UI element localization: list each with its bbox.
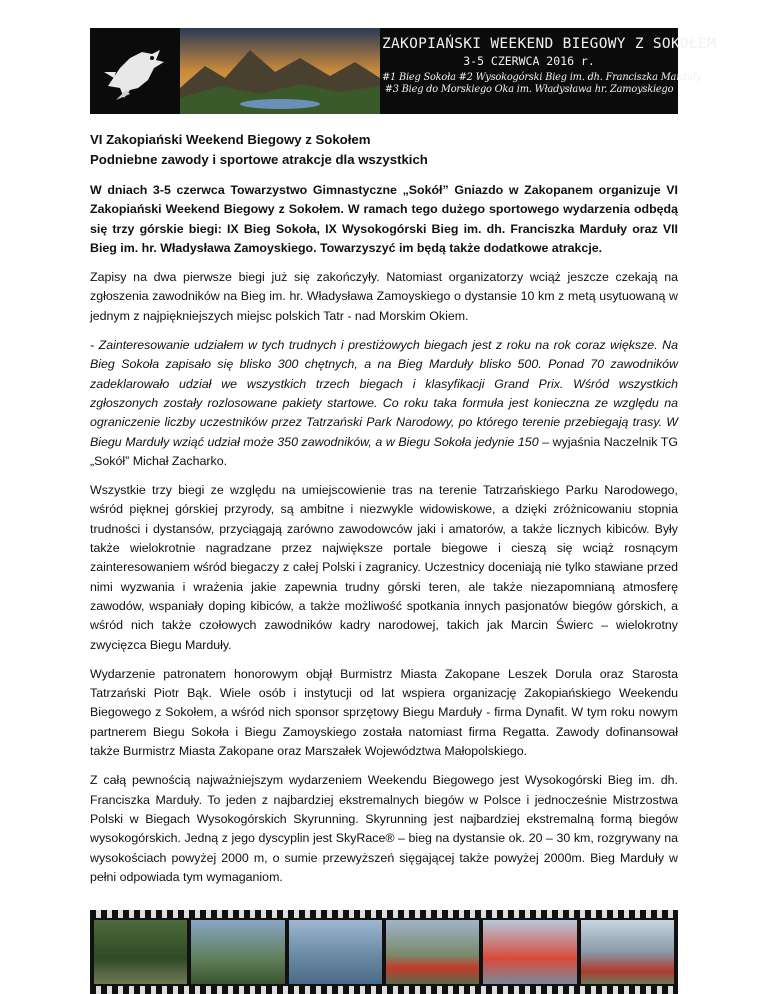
film-perforation-bottom xyxy=(90,986,678,994)
lead-paragraph: W dniach 3-5 czerwca Towarzystwo Gimnastyczne „Sokół” Gniazdo w Zakopanem organizuje VI Zakopiański Weekend Biegowy z Sokołem. W ramach tego dużego sportowego wydarzenia odbędą się trzy górskie biegi: IX Bieg Sokoła, IX Wysokogórski Bieg im. dh. Franciszka Marduły oraz VII Bieg im. hr. Władysława Zamoyskiego. Towarzyszyć im będą także dodatkowe atrakcje. xyxy=(90,183,678,255)
banner-races-line-1: #1 Bieg Sokoła #2 Wysokogórski Bieg im. dh. Franciszka Marduły xyxy=(382,72,702,83)
article-title: VI Zakopiański Weekend Biegowy z Sokołem xyxy=(90,132,371,147)
photo-frame xyxy=(483,920,576,984)
paragraph-races: Wszystkie trzy biegi ze względu na umiejscowienie tras na terenie Tatrzańskiego Parku Narodowego, wśród pięknej górskiej przyrody, są ambitne i niezwykle widowiskowe, a dzięki zróżnicowaniu stopnia trudności i dystansów, przyciągają zarówno zawodowców jaki i amatorów, a także licznych kibiców. Były także wielokrotnie nagradzane przez największe portale biegowe i cieszą się wciąż rosnącym zainteresowaniem wśród biegaczy z całej Polski i zagranicy. Uczestnicy doceniają nie tylko stawiane przed nimi wyzwania i wrażenia jakie zapewnia trudny górski teren, ale także niezapomnianą atmosferę zawodów, wspaniały doping kibiców, a także możliwość spotkania innych pasjonatów biegów górskich, a wśród nich także czołowych zawodników kadry narodowej, takich jak Marcin Świerc – wielokrotny zwycięzca Biegu Marduły. xyxy=(90,483,678,652)
banner-date: 3-5 CZERWCA 2016 r. xyxy=(463,54,595,68)
photo-frame xyxy=(94,920,187,984)
paragraph-patrons: Wydarzenie patronatem honorowym objął Burmistrz Miasta Zakopane Leszek Dorula oraz Starosta Tatrzański Piotr Bąk. Wiele osób i instytucji od lat wspiera organizację Zakopiańskiego Weekendu Biegowego z Sokołem, a wśród nich sponsor sprzętowy Biegu Marduły - firma Dynafit. W tym roku nowym partnerem Biegu Sokoła i Biegu Zamoyskiego została natomiast firma Regatta. Zawody dofinansował także Burmistrz Miasta Zakopane oraz Marszałek Województwa Małopolskiego. xyxy=(90,666,678,759)
photo-frame xyxy=(191,920,284,984)
quote-paragraph xyxy=(90,336,678,471)
header-banner xyxy=(90,28,717,114)
paragraph-mardula: Z całą pewnością najważniejszym wydarzeniem Weekendu Biegowego jest Wysokogórski Bieg im. dh. Franciszka Marduły. To jeden z najbardziej ekstremalnych biegów w Polsce i jednocześnie Mistrzostwa Polski w Biegach Wysokogórskich Skyrunning. Skyrunning jest najbardziej ekstremalną formą biegów wysokogórskich. Jedną z jego dyscyplin jest SkyRace® – bieg na dystansie ok. 20 – 30 km, rozgrywany na wysokościach powyżej 2000 m, o sumie przewyższeń sięgającej także powyżej 2000m. Bieg Marduły w pełni odpowiada tym wymaganiom. xyxy=(90,773,678,884)
article xyxy=(90,126,678,897)
paragraph-registration: Zapisy na dwa pierwsze biegi już się zakończyły. Natomiast organizatorzy wciąż jeszcze czekają na zgłoszenia zawodników na Bieg im. hr. Władysława Zamoyskiego o dystansie 10 km z metą usytuowaną w jednym z najpiękniejszych miejsc polskich Tatr - nad Morskim Okiem. xyxy=(90,270,678,323)
photo-filmstrip xyxy=(90,910,678,994)
quote-attribution: – wyjaśnia Naczelnik TG „Sokół” Michał Zacharko. xyxy=(90,434,678,468)
article-subtitle: Podniebne zawody i sportowe atrakcje dla wszystkich xyxy=(90,151,428,167)
banner-title: ZAKOPIAŃSKI WEEKEND BIEGOWY Z SOKOŁEM xyxy=(382,36,717,52)
photo-frame xyxy=(581,920,674,984)
quote-text: - Zainteresowanie udziałem w tych trudnych i prestiżowych biegach jest z roku na rok coraz większe. Na Bieg Sokoła zapisało się blisko 300 chętnych, a na Bieg Marduły blisko 500. Ponad 70 zawodników zadeklarowało udział we wszystkich trzech biegach i klasyfikacji Grand Prix. Wśród wszystkich zgłoszonych zostały rozlosowane pakiety startowe. Co roku taka formuła jest konieczna ze względu na ograniczenie liczby uczestników przez Tatrzański Park Narodowy, po którego terenie przebiegają trasy. W Biegu Marduły wziąć udział może 350 zawodników, a w Biegu Sokoła jedynie 150 xyxy=(90,338,678,449)
banner-races-line-2: #3 Bieg do Morskiego Oka im. Władysława hr. Zamoyskiego xyxy=(384,84,674,95)
photo-frame xyxy=(289,920,382,984)
photo-frame xyxy=(386,920,479,984)
falcon-logo-icon xyxy=(90,28,180,114)
film-perforation-top xyxy=(90,910,678,918)
mountain-photo xyxy=(180,28,380,114)
